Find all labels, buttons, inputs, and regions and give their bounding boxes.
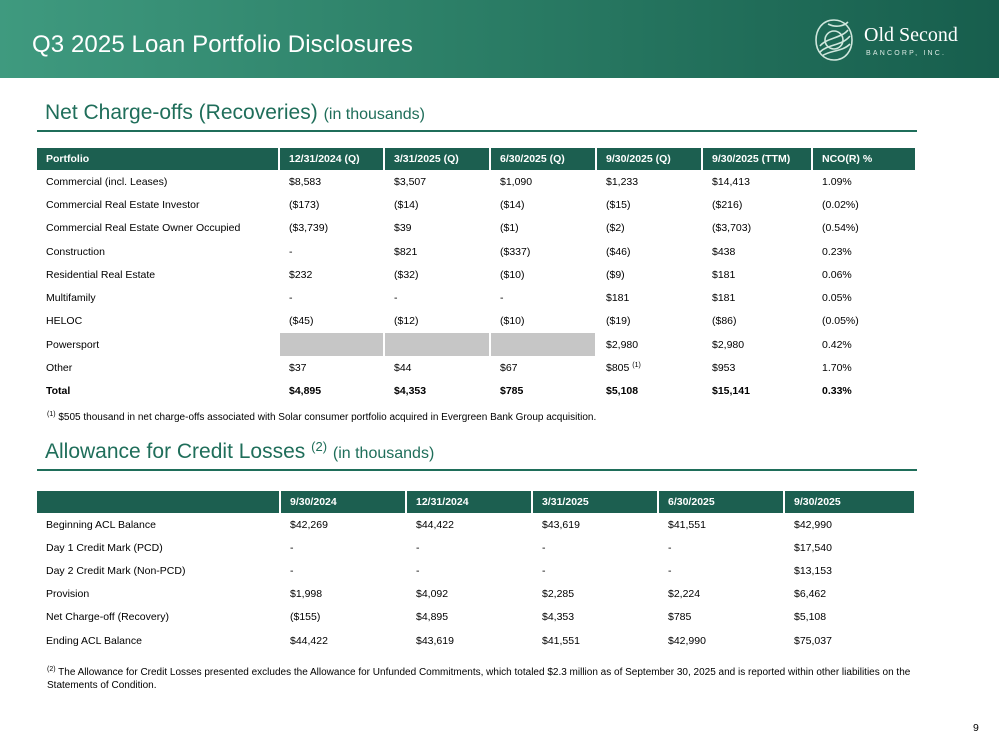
row-label: Commercial Real Estate Investor: [37, 193, 279, 216]
footnote-marker: (1): [632, 362, 641, 370]
table-row: [37, 356, 915, 379]
row-label: Day 1 Credit Mark (PCD): [37, 536, 280, 559]
table-cell: 1.70%: [822, 362, 852, 375]
nco-col-header: Portfolio: [37, 148, 279, 170]
nco-col-header: 9/30/2025 (TTM): [702, 148, 812, 170]
table-cell: ($216): [702, 193, 812, 216]
table-cell: $67: [490, 356, 596, 379]
table-cell: -: [384, 286, 490, 309]
company-logo: [812, 16, 982, 66]
row-label: HELOC: [37, 310, 279, 333]
table-cell: $181: [596, 286, 702, 309]
table-cell: -: [406, 536, 532, 559]
acl-col-header: 12/31/2024: [406, 491, 532, 513]
nco-col-header: 3/31/2025 (Q): [384, 148, 490, 170]
table-cell: $181: [702, 286, 812, 309]
nco-footnote: [47, 408, 917, 424]
table-cell: $1,998: [280, 583, 406, 606]
table-cell: $39: [384, 217, 490, 240]
table-cell: ($337): [490, 240, 596, 263]
table-cell: $2,980: [702, 333, 812, 356]
table-cell: $4,895: [279, 380, 384, 403]
table-cell: 1.09%: [822, 175, 852, 188]
table-cell: ($12): [384, 310, 490, 333]
table-cell: $181: [702, 263, 812, 286]
table-cell: $6,462: [794, 588, 827, 601]
table-cell: $8,583: [279, 170, 384, 193]
table-row: [37, 629, 914, 652]
table-cell: $43,619: [532, 513, 658, 536]
blank-cell: [490, 333, 596, 356]
table-cell: ($14): [490, 193, 596, 216]
table-cell: ($10): [490, 310, 596, 333]
table-cell: ($173): [279, 193, 384, 216]
table-row: [37, 536, 914, 559]
table-cell: $13,153: [794, 564, 832, 577]
table-row: [37, 286, 915, 309]
table-cell: $17,540: [794, 541, 832, 554]
blank-cell: [279, 333, 384, 356]
acl-col-header: [37, 491, 280, 513]
table-cell: ($155): [280, 606, 406, 629]
table-cell: $785: [490, 380, 596, 403]
table-cell: -: [406, 559, 532, 582]
table-row: [37, 263, 915, 286]
table-cell: $2,224: [658, 583, 784, 606]
table-cell: ($1): [490, 217, 596, 240]
table-cell: -: [279, 240, 384, 263]
row-label: Construction: [37, 240, 279, 263]
nco-section-rule: [37, 130, 917, 132]
nco-col-header: NCO(R) %: [812, 148, 915, 170]
table-cell: $42,990: [658, 629, 784, 652]
row-label: Day 2 Credit Mark (Non-PCD): [37, 559, 280, 582]
acl-col-header: 9/30/2025: [784, 491, 914, 513]
table-cell: $2,285: [532, 583, 658, 606]
row-label: Provision: [37, 583, 280, 606]
table-cell: $785: [658, 606, 784, 629]
table-cell: $42,269: [280, 513, 406, 536]
acl-footnote: [47, 663, 917, 692]
acl-col-header: 3/31/2025: [532, 491, 658, 513]
table-row: [37, 606, 914, 629]
row-label: Beginning ACL Balance: [37, 513, 280, 536]
table-cell: -: [532, 559, 658, 582]
acl-title-suffix: (in thousands): [332, 445, 435, 462]
table-cell: $44,422: [406, 513, 532, 536]
table-cell: (0.02%): [822, 198, 859, 211]
footnote-text: The Allowance for Credit Losses presented excludes the Allowance for Unfunded Commitments, which totaled $2.3 million as of September 30, 2025 and is reported within other liabilities on the Statements of Condition.: [47, 667, 911, 691]
table-cell: $3,507: [384, 170, 490, 193]
acl-col-header: 6/30/2025: [658, 491, 784, 513]
table-cell: ($2): [596, 217, 702, 240]
table-cell: $15,141: [702, 380, 812, 403]
table-row: [37, 559, 914, 582]
row-label: Total: [37, 380, 279, 403]
acl-section-rule: [37, 469, 917, 471]
header-banner: [0, 0, 999, 78]
nco-col-header: 6/30/2025 (Q): [490, 148, 596, 170]
table-cell: [596, 356, 702, 379]
table-cell: 0.05%: [822, 292, 852, 305]
table-row: [37, 170, 915, 193]
table-cell: ($9): [596, 263, 702, 286]
table-cell: $4,092: [406, 583, 532, 606]
table-cell: $953: [702, 356, 812, 379]
table-cell: 0.33%: [822, 385, 852, 398]
nco-title-suffix: (in thousands): [323, 106, 425, 123]
nco-section-title: [45, 101, 425, 125]
logo-subtitle: BANCORP, INC.: [866, 50, 947, 57]
table-cell: $44: [384, 356, 490, 379]
row-label: Other: [37, 356, 279, 379]
row-label: Commercial (incl. Leases): [37, 170, 279, 193]
acl-title-marker: (2): [311, 439, 328, 454]
nco-header-row: [37, 148, 915, 170]
row-label: Multifamily: [37, 286, 279, 309]
row-label: Powersport: [37, 333, 279, 356]
table-cell: 0.23%: [822, 245, 852, 258]
table-row: [37, 333, 915, 356]
nco-col-header: 12/31/2024 (Q): [279, 148, 384, 170]
acl-title-text: Allowance for Credit Losses: [45, 440, 306, 463]
footnote-marker: (1): [47, 411, 56, 418]
table-cell: ($14): [384, 193, 490, 216]
table-cell: -: [280, 536, 406, 559]
table-cell: $438: [702, 240, 812, 263]
table-cell: ($86): [702, 310, 812, 333]
table-cell: $14,413: [702, 170, 812, 193]
table-cell: $37: [279, 356, 384, 379]
table-cell: ($15): [596, 193, 702, 216]
table-cell: ($10): [490, 263, 596, 286]
table-row: [37, 217, 915, 240]
table-cell: $821: [384, 240, 490, 263]
total-row: [37, 380, 915, 403]
table-cell: -: [279, 286, 384, 309]
footnote-marker: (2): [47, 666, 56, 673]
table-cell: -: [532, 536, 658, 559]
blank-cell: [384, 333, 490, 356]
table-cell: $5,108: [596, 380, 702, 403]
table-cell: $1,090: [490, 170, 596, 193]
table-cell: ($32): [384, 263, 490, 286]
logo-emblem-icon: [812, 16, 856, 64]
row-label: Residential Real Estate: [37, 263, 279, 286]
table-cell: $4,895: [406, 606, 532, 629]
table-cell: 0.06%: [822, 268, 852, 281]
table-cell: -: [658, 536, 784, 559]
nco-table: [37, 148, 915, 403]
acl-col-header: 9/30/2024: [280, 491, 406, 513]
table-cell: -: [490, 286, 596, 309]
table-row: [37, 513, 914, 536]
table-cell: $44,422: [280, 629, 406, 652]
table-cell: $75,037: [794, 634, 832, 647]
page-number: 9: [973, 722, 979, 734]
cell-value: $805: [606, 362, 630, 375]
table-row: [37, 583, 914, 606]
row-label: Commercial Real Estate Owner Occupied: [37, 217, 279, 240]
acl-table: [37, 491, 914, 652]
table-row: [37, 310, 915, 333]
table-cell: $41,551: [532, 629, 658, 652]
table-cell: $5,108: [794, 611, 827, 624]
table-cell: $4,353: [384, 380, 490, 403]
table-cell: $4,353: [532, 606, 658, 629]
table-cell: (0.05%): [822, 315, 859, 328]
table-cell: -: [658, 559, 784, 582]
table-cell: $42,990: [794, 518, 832, 531]
nco-title-text: Net Charge-offs (Recoveries): [45, 101, 318, 124]
table-cell: (0.54%): [822, 222, 859, 235]
row-label: Ending ACL Balance: [37, 629, 280, 652]
table-cell: 0.42%: [822, 338, 852, 351]
table-cell: ($46): [596, 240, 702, 263]
row-label: Net Charge-off (Recovery): [37, 606, 280, 629]
table-cell: $232: [279, 263, 384, 286]
table-row: [37, 240, 915, 263]
acl-section-title: [45, 439, 434, 464]
table-cell: $43,619: [406, 629, 532, 652]
page-title: Q3 2025 Loan Portfolio Disclosures: [32, 31, 413, 58]
logo-name: Old Second: [864, 24, 958, 46]
table-cell: -: [280, 559, 406, 582]
table-cell: ($19): [596, 310, 702, 333]
footnote-text: $505 thousand in net charge-offs associated with Solar consumer portfolio acquired in Evergreen Bank Group acquisition.: [58, 412, 597, 423]
table-cell: ($3,703): [702, 217, 812, 240]
table-cell: $2,980: [596, 333, 702, 356]
table-row: [37, 193, 915, 216]
nco-col-header: 9/30/2025 (Q): [596, 148, 702, 170]
table-cell: $1,233: [596, 170, 702, 193]
table-cell: ($45): [279, 310, 384, 333]
table-cell: $41,551: [658, 513, 784, 536]
acl-header-row: [37, 491, 914, 513]
table-cell: ($3,739): [279, 217, 384, 240]
